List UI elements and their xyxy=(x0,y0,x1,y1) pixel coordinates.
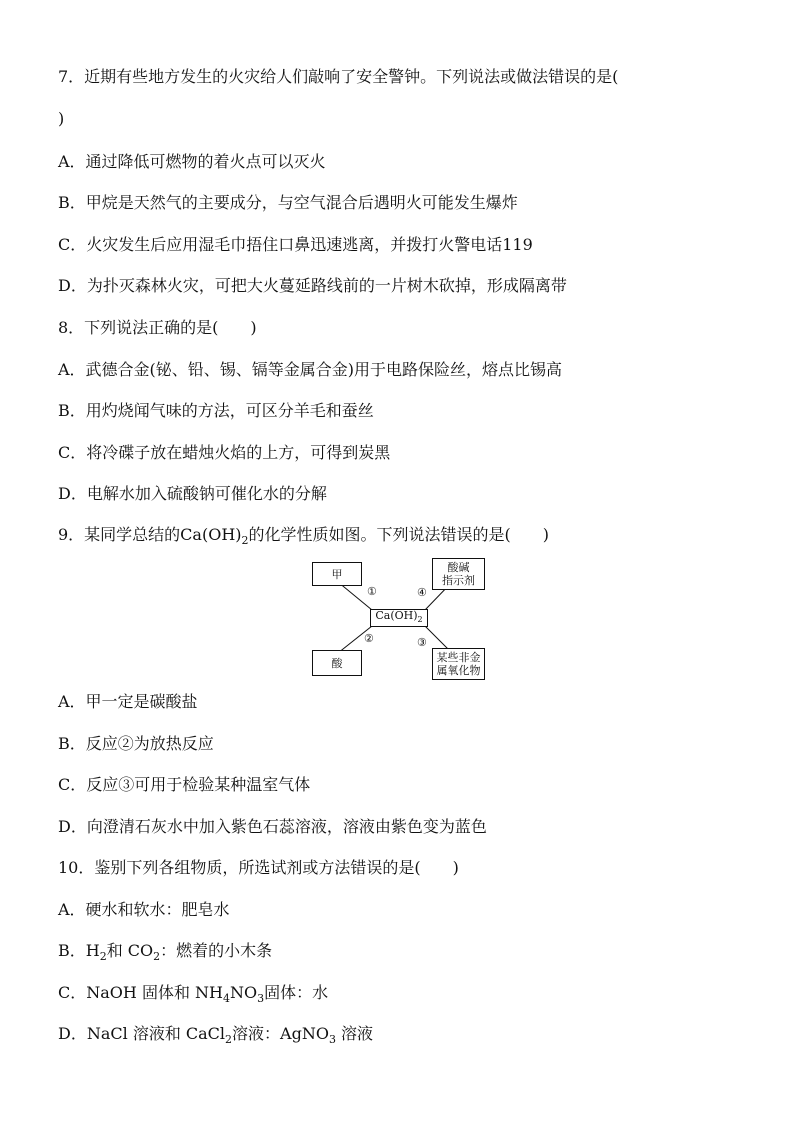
q8-option-c: C．将冷碟子放在蜡烛火焰的上方，可得到炭黑 xyxy=(58,443,391,462)
q10-d-part2: 溶液：AgNO xyxy=(232,1024,329,1043)
q10-b-part2: 和 CO xyxy=(106,941,154,960)
box-nonmetal-oxide xyxy=(432,648,485,680)
q10-d-part1: D．NaCl 溶液和 CaCl xyxy=(58,1024,226,1043)
q10-b-sub1: 2 xyxy=(99,950,107,964)
q10-d-part3: 溶液 xyxy=(335,1024,374,1043)
q10-option-b xyxy=(58,940,272,968)
q7-stem-end: ) xyxy=(58,109,65,128)
q7-option-a: A．通过降低可燃物的着火点可以灭火 xyxy=(58,152,326,171)
q7-option-d: D．为扑灭森林火灾，可把大火蔓延路线前的一片树木砍掉，形成隔离带 xyxy=(58,276,567,295)
q8-option-b: B．用灼烧闻气味的方法，可区分羊毛和蚕丝 xyxy=(58,401,374,420)
q7-stem: 7．近期有些地方发生的火灾给人们敲响了安全警钟。下列说法或做法错误的是( xyxy=(58,67,619,86)
q10-b-sub2: 2 xyxy=(153,950,161,964)
box-indicator-label: 酸碱 指示剂 xyxy=(442,561,475,587)
q9-option-d: D．向澄清石灰水中加入紫色石蕊溶液，溶液由紫色变为蓝色 xyxy=(58,817,487,836)
reaction-3-label: ③ xyxy=(417,636,427,649)
q9-stem xyxy=(58,524,549,552)
reaction-4-label: ④ xyxy=(417,586,427,599)
q10-b-part1: B．H xyxy=(58,941,100,960)
box-jia-label: 甲 xyxy=(331,567,343,581)
reaction-2-label: ② xyxy=(364,632,374,645)
q7-option-b: B．甲烷是天然气的主要成分，与空气混合后遇明火可能发生爆炸 xyxy=(58,193,518,212)
caoh2-properties-diagram xyxy=(300,556,500,682)
q10-c-part2: NO xyxy=(229,983,258,1002)
q10-option-d xyxy=(58,1023,373,1051)
box-caoh2 xyxy=(370,609,428,627)
box-acid xyxy=(312,650,362,676)
reaction-1-label: ① xyxy=(367,585,377,598)
q10-stem: 10．鉴别下列各组物质，所选试剂或方法错误的是( ) xyxy=(58,858,459,877)
box-jia xyxy=(312,562,362,586)
q10-d-sub1: 2 xyxy=(225,1033,233,1047)
box-nonmetal-oxide-label: 某些非金 属氧化物 xyxy=(436,651,481,677)
q10-c-sub1: 4 xyxy=(222,992,230,1006)
q9-stem-post: 的化学性质如图。下列说法错误的是( ) xyxy=(248,525,550,544)
q8-stem: 8．下列说法正确的是( ) xyxy=(58,318,257,337)
q8-option-d: D．电解水加入硫酸钠可催化水的分解 xyxy=(58,484,327,503)
q9-option-a: A．甲一定是碳酸盐 xyxy=(58,692,198,711)
box-indicator xyxy=(432,558,485,590)
q10-option-a: A．硬水和软水：肥皂水 xyxy=(58,900,230,919)
q10-option-c xyxy=(58,982,328,1010)
q9-stem-pre: 9．某同学总结的Ca(OH) xyxy=(58,525,242,544)
q10-d-sub2: 3 xyxy=(328,1033,336,1047)
q9-option-c: C．反应③可用于检验某种温室气体 xyxy=(58,775,311,794)
q7-option-c: C．火灾发生后应用湿毛巾捂住口鼻迅速逃离，并拨打火警电话119 xyxy=(58,235,533,254)
box-caoh2-label: $Ca(OH)_2$ xyxy=(375,609,423,625)
q10-c-sub2: 3 xyxy=(257,992,265,1006)
q10-c-part1: C．NaOH 固体和 NH xyxy=(58,983,223,1002)
box-acid-label: 酸 xyxy=(331,656,343,670)
q10-c-part3: 固体：水 xyxy=(264,983,329,1002)
q9-stem-sub: 2 xyxy=(241,534,249,548)
q8-option-a: A．武德合金(铋、铅、锡、镉等金属合金)用于电路保险丝，熔点比锡高 xyxy=(58,360,563,379)
q10-b-part3: ：燃着的小木条 xyxy=(160,941,273,960)
q9-option-b: B．反应②为放热反应 xyxy=(58,734,214,753)
